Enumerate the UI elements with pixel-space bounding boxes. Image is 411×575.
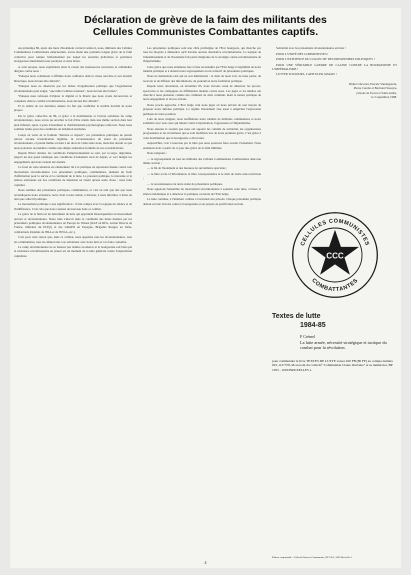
signature-block: [272, 82, 397, 99]
book-description: La lutte armée, nécessité stratégique et tactique du combat pour la révolution.: [300, 340, 387, 351]
paragraph: Cette grève que nous entamons vise à faire reconnaître par l'Etat belge la légitimité de notre identité politique et à obtenir notre regroupement en un collectif de prisonniers politiques.: [143, 64, 261, 73]
paragraph: Depuis l'hiver dernier, les conditions d'emprisonnement se sont, par à-coups, dégradées, jusqu'à un état quasi identique aux conditions d'isolement total de départ, et ceci malgré les engagements qui nous avaient été donnés.: [14, 151, 132, 164]
book-advert: [272, 313, 397, 373]
paragraph: POUR L'UNITÉ DES COMMUNISTES !: [276, 51, 329, 56]
paragraph: — le libre accès à l'information, la libre correspondance et le droit de visite sans restriction ;: [143, 172, 261, 181]
paragraph: Nous sommes des prisonniers politiques, communistes, et c'est en tant que tels que nous revendiquons notre existence, notre droit à nous réunir, à discuter, à nous informer, à lutter en tant que collectif politique.: [14, 188, 132, 201]
slogans: [272, 46, 397, 77]
paragraph: Le mouvement politique a une signification : il faut rompre avec la logique du silence et de l'indifférence. C'est cela que nous voulons de nouveau dans ce combat.: [14, 202, 132, 211]
paragraph: La grève de la faim est un instrument de lutte qui appartient historiquement au mouvement ouvrier et révolutionnaire. Notre lutte s'inscrit dans la continuité des luttes menées par les prisonniers politiques révolutionnaires en Europe de l'Ouest (RAF en RFA, Action Directe en France, militants du PCE(r) et des GRAPO en Espagne, Brigades Rouges en Italie, combattants irlandais de l'IRA et de l'INLA, etc.).: [14, 212, 132, 234]
paragraph: Nous ne demandons rien qui ne soit élémentaire : le droit de nous voir, de nous parler, de recevoir et de diffuser des informations, de poursuivre notre formation politique.: [143, 74, 261, 83]
ccc-star-logo: [290, 210, 380, 300]
paragraph: Et la réalité de ces dernières années n'a fait que confirmer la terrible lucidité de notre propos.: [14, 104, 132, 113]
paragraph: Notre procès approche. L'Etat belge veut nous juger en nous privant de tout moyen de préparer notre défense politique. Le régime d'isolement vise aussi à empêcher l'expression publique de notre position.: [143, 102, 261, 116]
paragraph: POUR UNE VÉRITABLE GUERRE DE CLASSE CONTRE LA BOURGEOISIE ET L'IMPÉRIALISME !: [272, 62, 397, 71]
column-2: [143, 46, 261, 559]
signature-names: Didier Chevolet, Pascale Vandegeerde,: [348, 82, 397, 86]
paragraph: A cette époque, nous exprimions ainsi la raison des manoeuvres terroristes et criminelles dirigées contre nous :: [14, 64, 132, 73]
paragraph: Les prisonniers politiques sont une cible privilégiée de l'Etat bourgeois, qui cherche par tous les moyens à démontrer qu'il n'existe aucune alternative révolutionnaire. La logique de l'anéantissement et de l'isolement fait partie intégrante de la stratégie contre-révolutionnaire de l'impérialisme.: [143, 46, 261, 64]
paragraph: Par le grève collective de 86, et grâce à la mobilisation et l'action solidaires du camp révolutionnaire, nous avons pu arracher le fait d'être réunis dans une même section dans leur plan infernal, après 4 jours d'isolement et d'enfermement psychologique renforcés. Nous nous sommes battus pour des conditions de détention normales.: [14, 113, 132, 131]
paragraph: Nous exigeons :: [147, 151, 167, 156]
paragraph: Nous saluons le soutien que nous ont apporté les comités de solidarité, les organisations progressistes et les travailleurs qui se sont mobilisés lors de notre première grève. C'est grâce à cette mobilisation que la bourgeoisie a dû reculer.: [143, 126, 261, 140]
paragraph: Au printemps 86, après des mois d'isolement carcéral renforcé, nous, militants des Cellules Communistes Combattantes emprisonnés, avons mené une première longue grève de la faim collective pour rompre l'enfermement par lequel les autorités judiciaires et policières bourgeoises entendaient nous paralyser et nous briser.: [14, 46, 132, 64]
logo-ring-top: CELLULES COMMUNISTES: [299, 218, 370, 247]
paragraph: LUTTER TOUJOURS, CAPITULER JAMAIS !: [276, 72, 337, 77]
paragraph: Conçu en vertu de la formule "détruire et séparer", les prisonniers politiques ne purent relever aucune revendication légitime, ni reconnaissance du statut de prisonnier révolutionnaire, et purent même accéder à un droit de visite entre nous, mais mis devant ce que nous pouvions reconnaître comme une simple réalisation formelle de nos revendications.: [14, 132, 132, 150]
paragraph: Le camp révolutionnaire ne se laissera pas réduire au silence et la bourgeoisie sait bien que la résistance révolutionnaire en prison est un moment de la lutte générale contre l'exploitation capitaliste.: [14, 245, 132, 258]
signature-date: le 2 septembre 1988.: [371, 94, 397, 99]
paragraph: Ce fond de cette situation est entièrement lié à la politique de répression menée contre tout mouvement révolutionnaire. Les prisonniers politiques, communistes, tiennent un front d'affirmation pour la survie et la continuité de la lutte. La pression politique, le marasme et le silence entretenus sur nos conditions de détention ne visent qu'une seule chose : nous faire capituler.: [14, 165, 132, 187]
paragraph: — le regroupement de tous les militants des Cellules Communistes Combattantes dans une même section ;: [143, 156, 261, 165]
paragraph: Depuis notre arrestation, en décembre 85, nous n'avons cessé de dénoncer les procès-spectacles et les campagnes de diffamation menées contre nous. Les juges et les médias ont cherché à nous présenter comme des criminels de droit commun, niant la nature politique de notre engagement et de nos actions.: [143, 84, 261, 102]
document-page: [10, 8, 401, 568]
publisher-note: Éditeur responsable : Collectif Ouvrier Communiste, BP 1055, 1000 Bruxelles 1: [272, 556, 353, 559]
column-3: [272, 46, 397, 196]
signature-names-2: Pierre Carette et Bertrand Sassoye,: [353, 86, 397, 91]
paragraph: Loin de nous résigner, nous réaffirmons notre identité de militants communistes et notre solidarité avec tous ceux qui luttent contre l'exploitation, l'oppression et l'impérialisme.: [143, 117, 261, 126]
order-instructions: pour commander le livre TEXTES DE LUTTE verser 450 FB (80 FF) au compte numéro 001-1127576-46 au nom du collectif "Communiste Classe Ouvrière" et se numéroter, BP 1055 - 1000 BRUXELLES 1.: [272, 358, 394, 372]
book-title: Textes de lutte: [272, 313, 321, 320]
paragraph: — la fin de l'isolement et des mesures de surveillance spéciales ;: [147, 166, 228, 171]
paragraph: — la reconnaissance de notre statut de prisonniers politiques.: [147, 181, 223, 186]
signature-place: prisons de Forest et Saint-Gilles,: [356, 90, 397, 95]
book-author: F Crémel: [300, 334, 315, 339]
svg-text:COMBATTANTES: [310, 278, 359, 293]
paragraph: Solidarité avec les prisonniers révolutionnaires en lutte !: [276, 46, 346, 50]
paragraph: Aujourd'hui, c'est à nouveau par la lutte que nous pourrons faire reculer l'isolement. Nous entamons donc à partir de ce jour une grève de la faim illimitée.: [143, 141, 261, 150]
paragraph: "Puisque nous ne désertons pas les tâches d'organisation politique que l'organisation révolutionnaire peut exiger, "que nulle Cellules restantes", nous devons être brisés".: [14, 84, 132, 93]
paragraph: POUR L'EXISTENCE DU COLLECTIF DES PRISONNIERS POLITIQUES !: [276, 57, 375, 62]
page-title: [10, 14, 401, 38]
title-line-2: Cellules Communistes Combattantes captifs.: [92, 26, 319, 38]
column-1: [14, 46, 132, 559]
title-line-1: Déclaration de grève de la faim des militants des: [84, 14, 327, 26]
paragraph: "Puisque nous continuons à affirmer notre confiance dans la classe ouvrière et son devenir historique, nous devons être détruits".: [14, 74, 132, 83]
paragraph: La lutte continue, à l'intérieur comme à l'extérieur des prisons. Chaque prisonnier politique debout est une victoire contre la bourgeoisie et ses projets de pacification sociale.: [143, 197, 261, 206]
logo-ring-bottom: COMBATTANTES: [310, 277, 360, 294]
paragraph: C'est pour cette raison que, dans ce combat, nous appelons tous les révolutionnaires, tous les communistes, tous les démocrates à se solidariser avec notre lutte et à la faire connaître.: [14, 235, 132, 244]
paragraph: Nous appelons l'ensemble du mouvement révolutionnaire à soutenir cette lutte, à briser le silence médiatique et à dénoncer la politique carcérale de l'Etat belge.: [143, 187, 261, 196]
paragraph: "Puisque nous refusons d'abjurer la dignité et la liberté que nous avons découvertes et conquises dans le combat révolutionnaire, nous devons être détruits".: [14, 94, 132, 103]
page-number: 4: [204, 560, 207, 565]
logo-letters: CCC: [326, 251, 344, 261]
book-years: 1984-85: [300, 322, 326, 329]
